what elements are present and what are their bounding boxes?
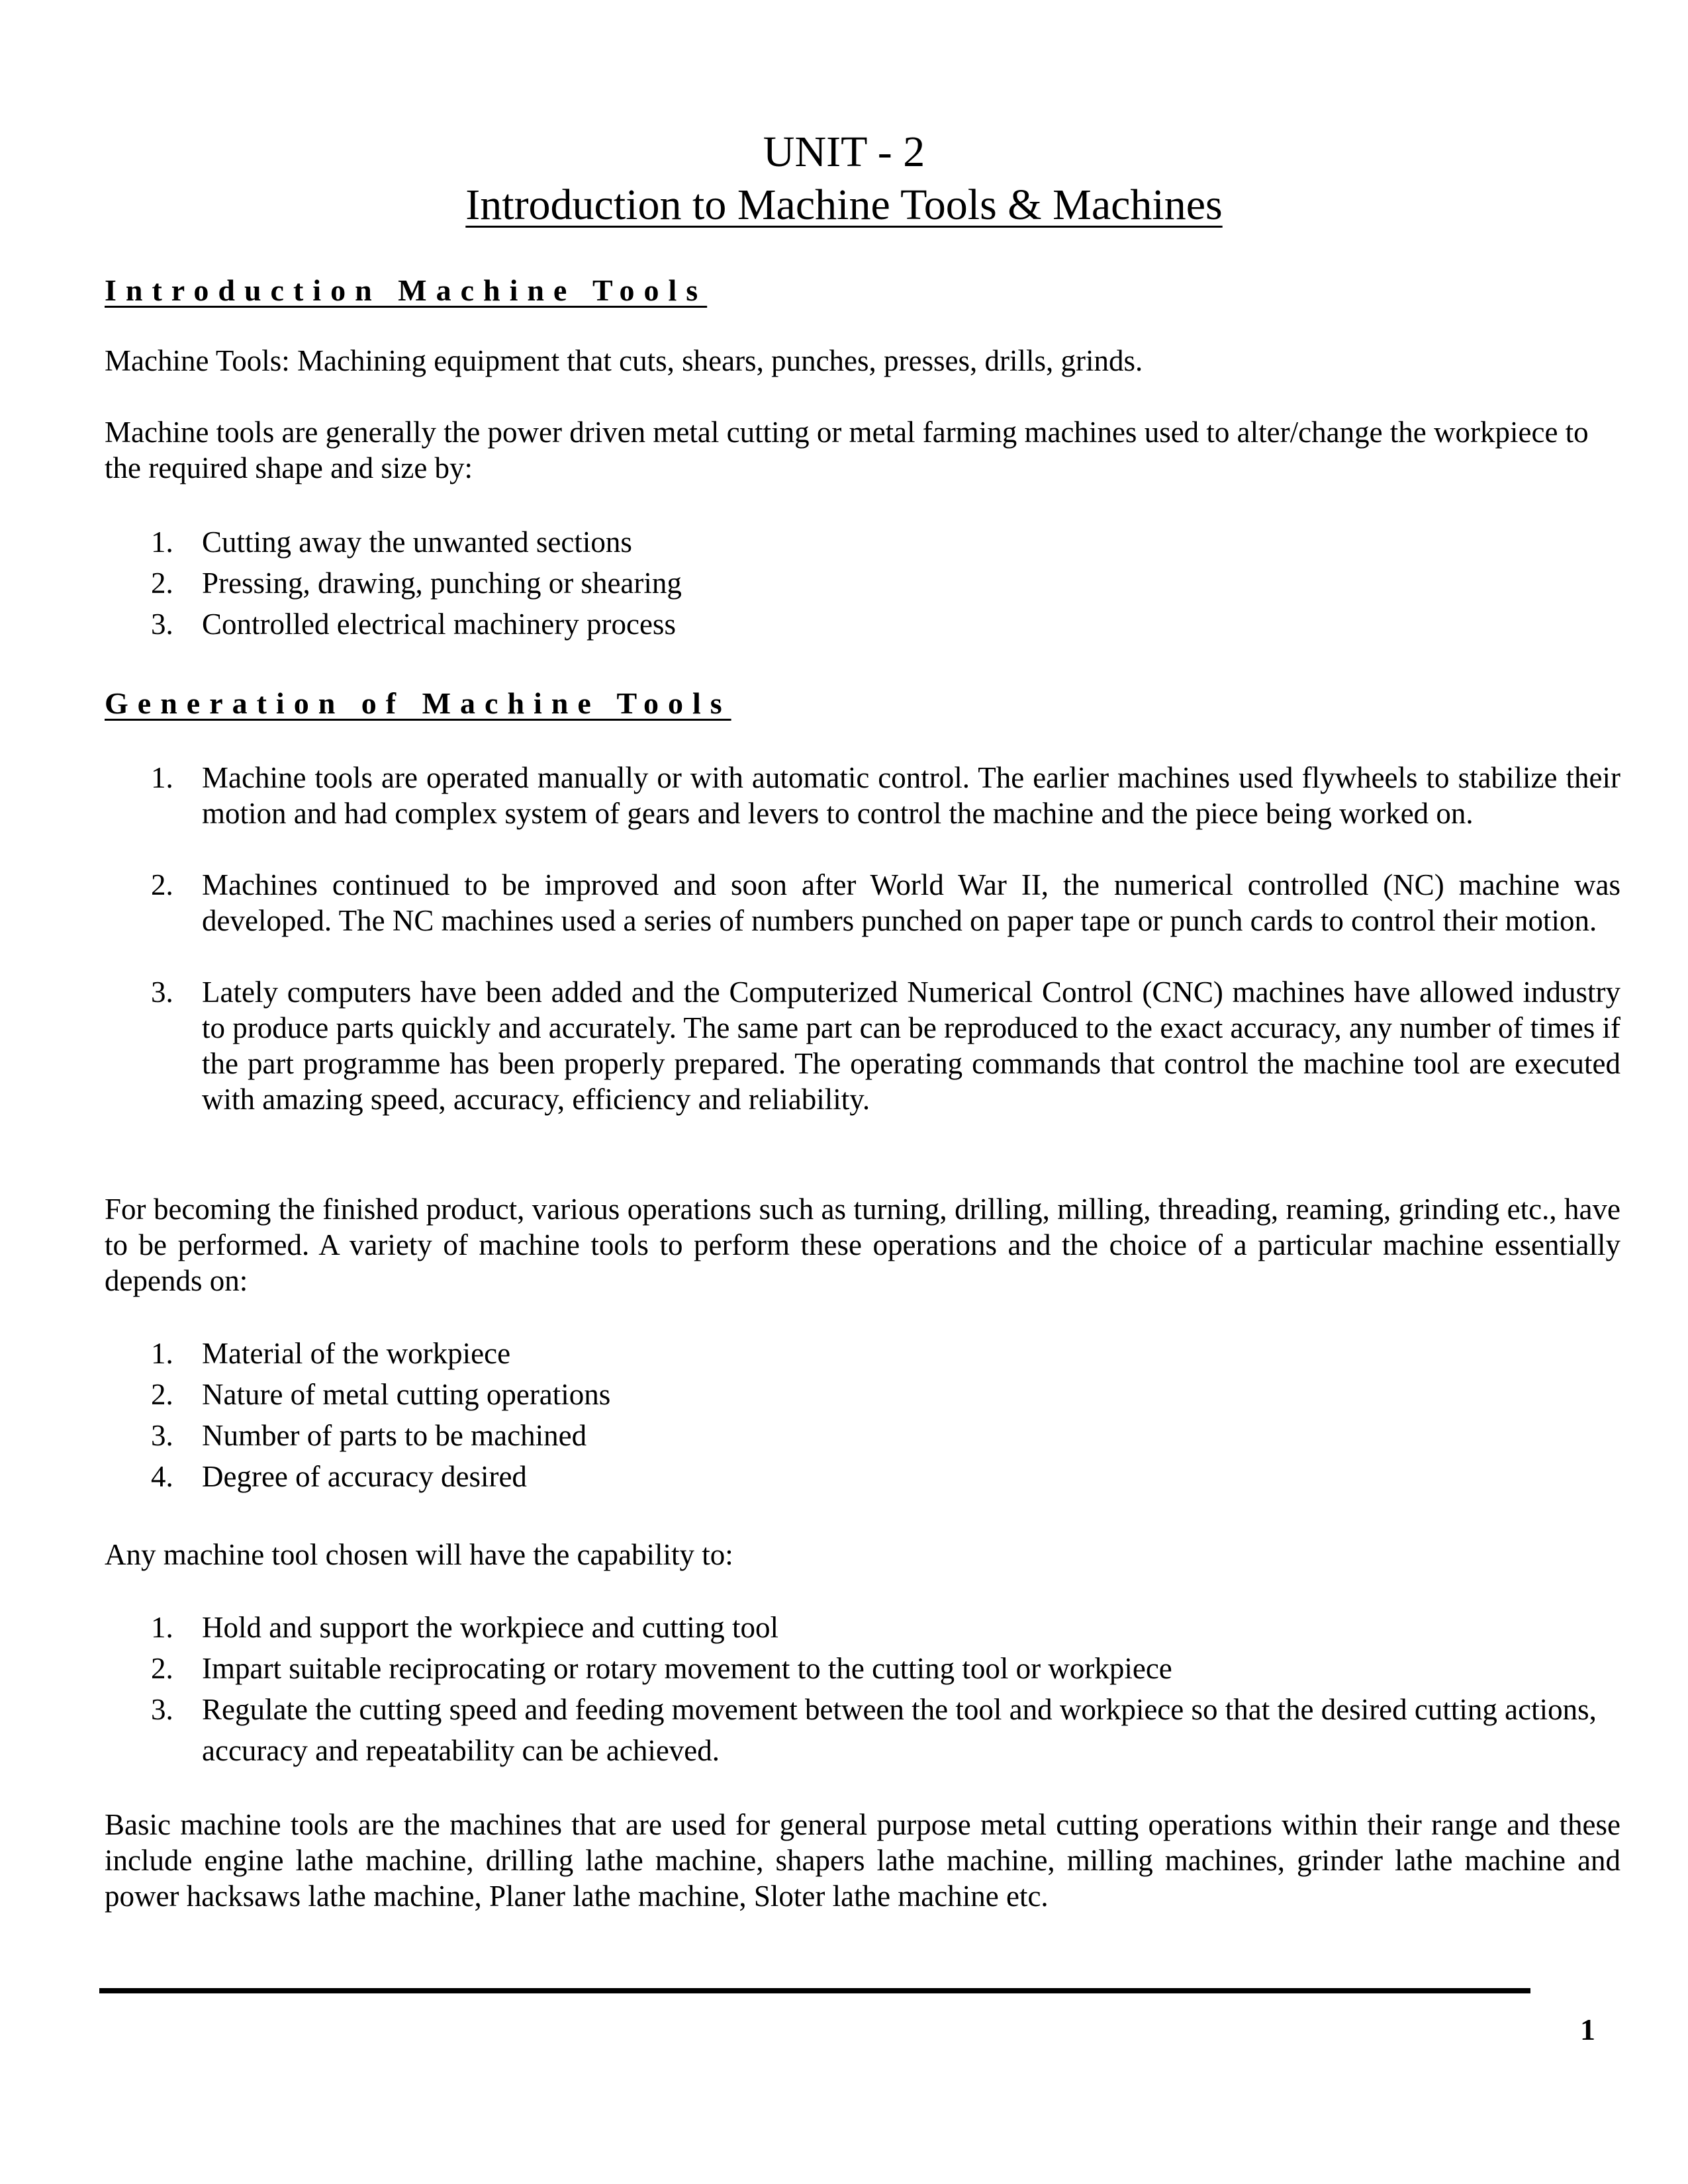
paragraph-machine-tools-definition: [105, 343, 1620, 379]
paragraph-text: Any machine tool chosen will have the capability to:: [105, 1538, 733, 1571]
list-text: Regulate the cutting speed and feeding movement between the tool and workpiece so that the desired cutting actions, accuracy and repeatability can be achieved.: [202, 1693, 1597, 1767]
section-heading-generation: Generation of Machine Tools: [105, 686, 731, 720]
list-number: 2.: [151, 567, 173, 600]
list-number: 3.: [151, 976, 173, 1009]
list-number: 3.: [151, 1419, 173, 1452]
list-number: 1.: [151, 1337, 173, 1370]
list-ways-to-shape: [105, 522, 1620, 645]
list-text: Controlled electrical machinery process: [202, 608, 676, 641]
list-item: [105, 1374, 1620, 1415]
list-item: [105, 867, 1620, 938]
list-item: [105, 522, 1620, 563]
section-heading-introduction: Introduction Machine Tools: [105, 273, 708, 307]
list-text: Lately computers have been added and the Computerized Numerical Control (CNC) machines have allowed industry to produce parts quickly and accurately. The same part can be reproduced to the exact accuracy, any number of times if the part programme has been properly prepared. The operating commands that control the machine tool are executed with amazing speed, accuracy, efficiency and reliability.: [202, 976, 1620, 1116]
list-number: 1.: [151, 1611, 173, 1644]
page-title: Introduction to Machine Tools & Machines: [465, 181, 1223, 229]
paragraph-text: For becoming the finished product, various operations such as turning, drilling, milling, threading, reaming, grinding etc., have to be performed. A variety of machine tools to perform these operations and the choice of a particular machine essentially depends on:: [105, 1193, 1620, 1297]
list-number: 2.: [151, 1378, 173, 1411]
list-number: 3.: [151, 1693, 173, 1726]
list-text: Nature of metal cutting operations: [202, 1378, 611, 1411]
list-number: 2.: [151, 1652, 173, 1685]
list-item: [105, 563, 1620, 604]
list-generations: [105, 760, 1620, 1117]
list-item: [105, 1607, 1620, 1648]
list-capabilities: [105, 1607, 1620, 1771]
list-text: Cutting away the unwanted sections: [202, 525, 632, 559]
list-item: [105, 1648, 1620, 1689]
list-number: 1.: [151, 525, 173, 559]
list-item: [105, 1456, 1620, 1497]
list-choice-depends-on: [105, 1333, 1620, 1497]
paragraph-basic-machine-tools: [105, 1807, 1620, 1914]
paragraph-text: Basic machine tools are the machines that are used for general purpose metal cutting operations within their range and these include engine lathe machine, drilling lathe machine, shapers lathe machine, milling machines, grinder lathe machine and power hacksaws lathe machine, Planer lathe machine, Sloter lathe machine etc.: [105, 1808, 1620, 1913]
list-number: 1.: [151, 761, 173, 794]
list-item: [105, 604, 1620, 645]
title-block: [0, 126, 1688, 232]
paragraph-machine-tools-general: [105, 414, 1620, 486]
paragraph-capability: [105, 1537, 1620, 1572]
list-text: Hold and support the workpiece and cutting tool: [202, 1611, 779, 1644]
list-number: 4.: [151, 1460, 173, 1493]
list-text: Material of the workpiece: [202, 1337, 511, 1370]
footer-divider: [99, 1988, 1530, 1993]
list-item: [105, 1689, 1620, 1771]
list-number: 3.: [151, 608, 173, 641]
unit-title: UNIT - 2: [763, 128, 925, 176]
list-item: [105, 1415, 1620, 1456]
paragraph-text: Machine tools are generally the power driven metal cutting or metal farming machines used to alter/change the workpiece to the required shape and size by:: [105, 416, 1589, 484]
list-text: Pressing, drawing, punching or shearing: [202, 567, 682, 600]
list-item: [105, 974, 1620, 1117]
list-item: [105, 1333, 1620, 1374]
list-number: 2.: [151, 868, 173, 901]
list-item: [105, 760, 1620, 831]
page-number: 1: [1580, 2013, 1595, 2046]
list-text: Machines continued to be improved and soon after World War II, the numerical controlled (NC) machine was developed. The NC machines used a series of numbers punched on paper tape or punch cards to control their motion.: [202, 868, 1620, 937]
list-text: Number of parts to be machined: [202, 1419, 587, 1452]
list-text: Degree of accuracy desired: [202, 1460, 527, 1493]
paragraph-operations: [105, 1191, 1620, 1298]
list-text: Machine tools are operated manually or with automatic control. The earlier machines used flywheels to stabilize their motion and had complex system of gears and levers to control the machine and the piece being worked on.: [202, 761, 1620, 830]
paragraph-text: Machine Tools: Machining equipment that cuts, shears, punches, presses, drills, grinds.: [105, 344, 1143, 377]
list-text: Impart suitable reciprocating or rotary movement to the cutting tool or workpiece: [202, 1652, 1172, 1685]
